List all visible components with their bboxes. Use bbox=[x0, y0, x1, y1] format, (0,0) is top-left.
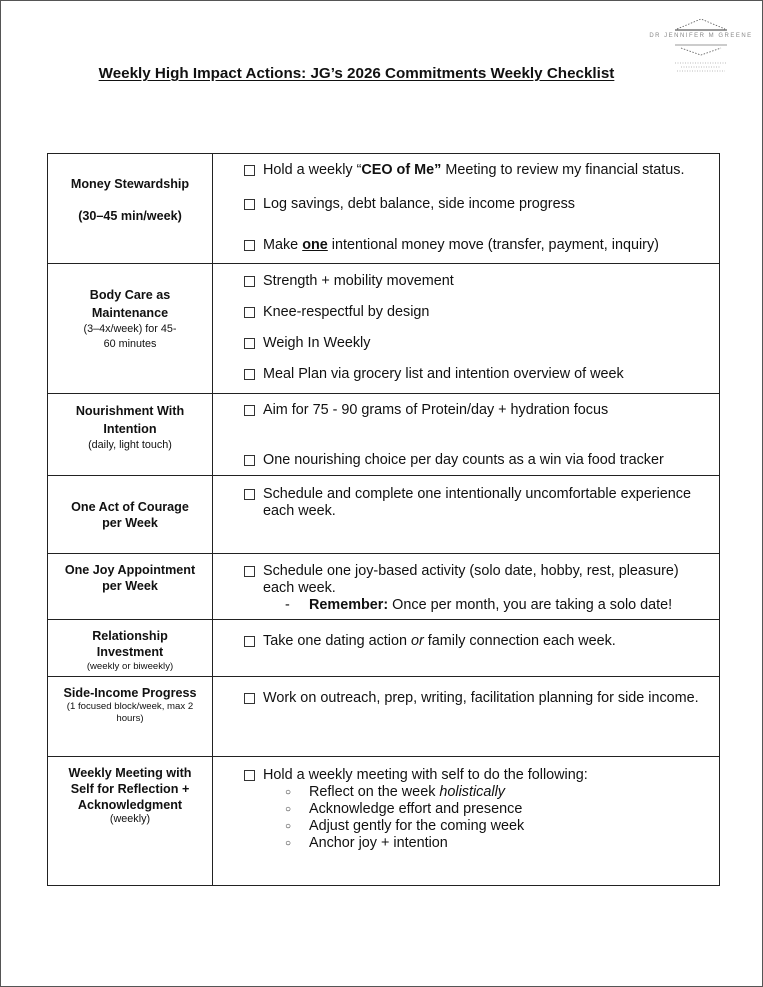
category-title: Weekly Meeting with Self for Reflection + Acknowledgment bbox=[68, 766, 192, 812]
item-text: Aim for 75 - 90 grams of Protein/day + hydration focus bbox=[263, 402, 609, 418]
category-cell bbox=[48, 264, 213, 394]
item-text: Take one dating action or family connection each week. bbox=[263, 633, 616, 649]
sub-item-text: Anchor joy + intention bbox=[309, 835, 448, 851]
checkbox-icon[interactable] bbox=[244, 636, 255, 647]
table-row bbox=[48, 264, 720, 394]
sub-list bbox=[213, 784, 719, 852]
item-text: Work on outreach, prep, writing, facilitation planning for side income. bbox=[263, 690, 699, 706]
items-cell bbox=[213, 476, 720, 554]
category-title: Side-Income Progress bbox=[63, 686, 197, 700]
category-subtitle: (weekly) bbox=[109, 813, 151, 825]
table-row bbox=[48, 154, 720, 264]
checklist-item[interactable] bbox=[213, 162, 719, 179]
circle-bullet-icon: ○ bbox=[285, 804, 292, 815]
category-subtitle: (daily, light touch) bbox=[88, 439, 172, 451]
category-title: Nourishment With Intention bbox=[75, 404, 185, 436]
table-row bbox=[48, 394, 720, 476]
checklist-item[interactable] bbox=[213, 237, 719, 254]
checklist-item[interactable] bbox=[213, 563, 719, 597]
category-subtitle: (3–4x/week) for 45-60 minutes bbox=[83, 323, 177, 350]
checklist-item[interactable] bbox=[213, 366, 719, 383]
item-text: Log savings, debt balance, side income progress bbox=[263, 196, 575, 212]
category-cell bbox=[48, 677, 213, 757]
checkbox-icon[interactable] bbox=[244, 405, 255, 416]
category-title: Relationship Investment bbox=[92, 629, 168, 659]
checklist-item[interactable] bbox=[213, 633, 719, 650]
items-cell bbox=[213, 677, 720, 757]
circle-bullet-icon: ○ bbox=[285, 821, 292, 832]
checkbox-icon[interactable] bbox=[244, 566, 255, 577]
category-title: Money Stewardship bbox=[70, 177, 190, 191]
checklist-item[interactable] bbox=[213, 196, 719, 213]
category-cell bbox=[48, 757, 213, 886]
sub-item-text: Acknowledge effort and presence bbox=[309, 801, 523, 817]
sub-list-item bbox=[285, 818, 719, 835]
category-subtitle: (1 focused block/week, max 2 hours) bbox=[66, 701, 194, 724]
item-text: Schedule and complete one intentionally uncomfortable experience each week. bbox=[263, 486, 692, 519]
items-cell bbox=[213, 757, 720, 886]
table-row bbox=[48, 620, 720, 677]
category-cell bbox=[48, 476, 213, 554]
checklist-table bbox=[47, 153, 720, 886]
checkbox-icon[interactable] bbox=[244, 369, 255, 380]
category-cell bbox=[48, 154, 213, 264]
checklist-item[interactable] bbox=[213, 335, 719, 352]
checkbox-icon[interactable] bbox=[244, 489, 255, 500]
items-cell bbox=[213, 620, 720, 677]
sub-list-item bbox=[285, 835, 719, 852]
category-title: One Joy Appointment per Week bbox=[64, 563, 196, 593]
dash-bullet: - bbox=[285, 597, 290, 613]
item-text: Hold a weekly meeting with self to do the following: bbox=[263, 767, 588, 783]
items-cell bbox=[213, 394, 720, 476]
note-text: Remember: Once per month, you are taking a solo date! bbox=[309, 597, 673, 613]
sub-list-item bbox=[285, 801, 719, 818]
checklist-item[interactable] bbox=[213, 304, 719, 321]
checkbox-icon[interactable] bbox=[244, 770, 255, 781]
item-text: Meal Plan via grocery list and intention overview of week bbox=[263, 366, 624, 382]
items-cell bbox=[213, 264, 720, 394]
circle-bullet-icon: ○ bbox=[285, 787, 292, 798]
checkbox-icon[interactable] bbox=[244, 165, 255, 176]
items-cell bbox=[213, 154, 720, 264]
item-text: One nourishing choice per day counts as a win via food tracker bbox=[263, 452, 664, 468]
page-title: Weekly High Impact Actions: JG’s 2026 Commitments Weekly Checklist bbox=[98, 65, 615, 82]
sub-item-text: Adjust gently for the coming week bbox=[309, 818, 525, 834]
sub-item-text: Reflect on the week holistically bbox=[309, 784, 505, 800]
item-text: Schedule one joy-based activity (solo date, hobby, rest, pleasure) each week. bbox=[263, 563, 679, 596]
checklist-item[interactable] bbox=[213, 767, 719, 784]
table-row bbox=[48, 757, 720, 886]
sub-list-item bbox=[285, 784, 719, 801]
item-text: Weigh In Weekly bbox=[263, 335, 371, 351]
category-cell bbox=[48, 620, 213, 677]
item-text: Make one intentional money move (transfer, payment, inquiry) bbox=[263, 237, 659, 253]
checkbox-icon[interactable] bbox=[244, 276, 255, 287]
checklist-item[interactable] bbox=[213, 402, 719, 419]
item-text: Knee-respectful by design bbox=[263, 304, 430, 320]
note-list bbox=[213, 597, 719, 614]
checklist-item[interactable] bbox=[213, 486, 719, 520]
category-title: Body Care as Maintenance bbox=[89, 288, 171, 320]
checklist-item[interactable] bbox=[213, 690, 719, 707]
logo-name: DR JENNIFER M GREENE bbox=[649, 33, 753, 39]
item-text: Strength + mobility movement bbox=[263, 273, 454, 289]
table-row bbox=[48, 476, 720, 554]
category-title: One Act of Courage per Week bbox=[71, 500, 189, 530]
checkbox-icon[interactable] bbox=[244, 455, 255, 466]
circle-bullet-icon: ○ bbox=[285, 838, 292, 849]
items-cell bbox=[213, 554, 720, 620]
checkbox-icon[interactable] bbox=[244, 240, 255, 251]
checkbox-icon[interactable] bbox=[244, 338, 255, 349]
table-row bbox=[48, 677, 720, 757]
table-row bbox=[48, 554, 720, 620]
category-cell bbox=[48, 554, 213, 620]
checklist-item[interactable] bbox=[213, 452, 719, 469]
note-item bbox=[285, 597, 719, 614]
category-subtitle: (30–45 min/week) bbox=[78, 209, 182, 223]
checkbox-icon[interactable] bbox=[244, 307, 255, 318]
category-subtitle: (weekly or biweekly) bbox=[86, 661, 174, 672]
checklist-item[interactable] bbox=[213, 273, 719, 290]
checkbox-icon[interactable] bbox=[244, 693, 255, 704]
category-cell bbox=[48, 394, 213, 476]
checkbox-icon[interactable] bbox=[244, 199, 255, 210]
item-text: Hold a weekly “CEO of Me” Meeting to review my financial status. bbox=[263, 162, 685, 178]
